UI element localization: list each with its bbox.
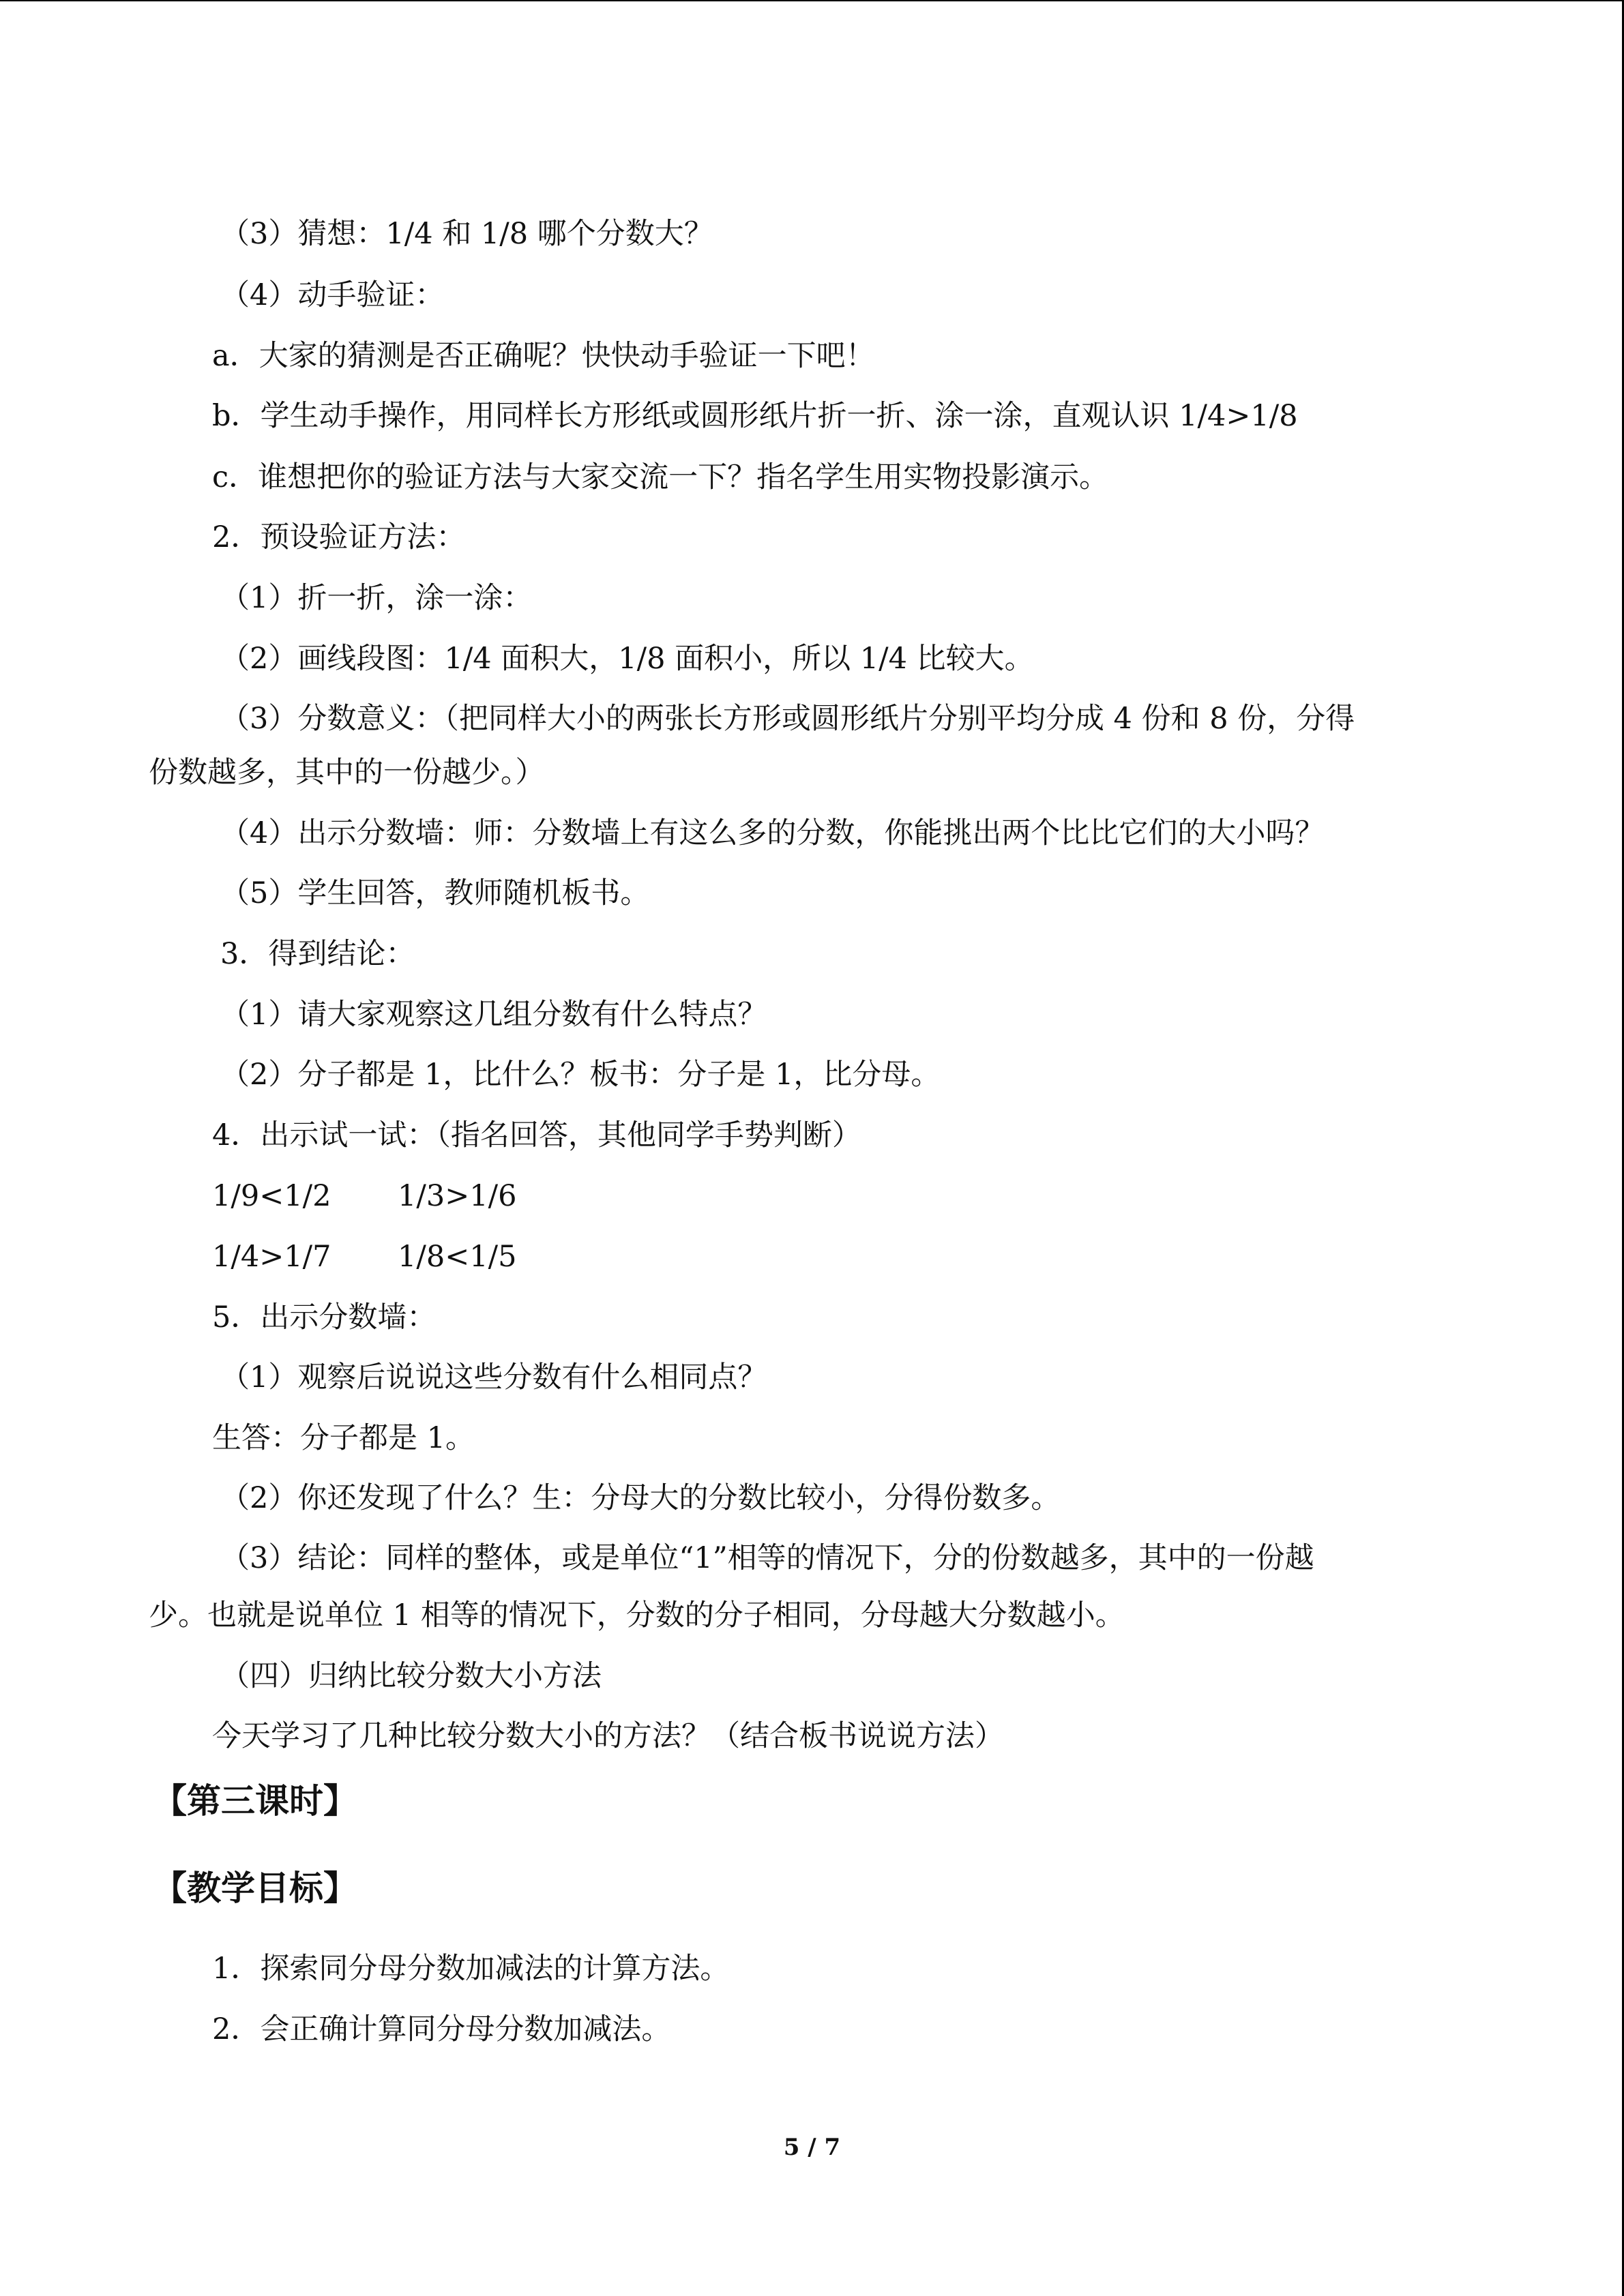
text-line: （2）你还发现了什么？生：分母大的分数比较小，分得份数多。	[220, 1481, 1061, 1515]
fraction-comparison: 1/9<1/2	[212, 1179, 331, 1213]
text-line: b．学生动手操作，用同样长方形纸或圆形纸片折一折、涂一涂，直观认识 1/4>1/8	[212, 399, 1298, 433]
text-line: a．大家的猜测是否正确呢？快快动手验证一下吧！	[212, 339, 875, 373]
text-line: 4．出示试一试：（指名回答，其他同学手势判断）	[212, 1118, 861, 1152]
fraction-comparison: 1/3>1/6	[398, 1179, 517, 1213]
text-line: （2）画线段图：1/4 面积大，1/8 面积小，所以 1/4 比较大。	[220, 642, 1034, 676]
text-line: （1）请大家观察这几组分数有什么特点？	[220, 998, 767, 1032]
text-line: 5．出示分数墙：	[212, 1300, 437, 1335]
text-line: 少。也就是说单位 1 相等的情况下，分数的分子相同，分母越大分数越小。	[149, 1598, 1125, 1632]
text-line: （4）动手验证：	[220, 278, 445, 312]
top-border	[0, 0, 1624, 1]
page-number: 5 / 7	[783, 2134, 841, 2161]
text-line: （3）结论：同样的整体，或是单位“1”相等的情况下，分的份数越多，其中的一份越	[220, 1541, 1314, 1575]
text-line: 2．预设验证方法：	[212, 520, 466, 554]
text-line: 3．得到结论：	[220, 937, 415, 971]
text-line: c．谁想把你的验证方法与大家交流一下？指名学生用实物投影演示。	[212, 460, 1109, 494]
text-line: （5）学生回答，教师随机板书。	[220, 876, 650, 910]
text-line: （1）折一折，涂一涂：	[220, 581, 533, 615]
text-line: （3）猜想：1/4 和 1/8 哪个分数大？	[220, 217, 713, 251]
fraction-comparison: 1/4>1/7	[212, 1240, 331, 1274]
text-line: （3）分数意义：（把同样大小的两张长方形或圆形纸片分别平均分成 4 份和 8 份，分得	[220, 702, 1355, 736]
text-line: （4）出示分数墙：师：分数墙上有这么多的分数，你能挑出两个比比它们的大小吗？	[220, 816, 1325, 850]
section-heading: 【第三课时】	[153, 1781, 357, 1821]
text-line: （1）观察后说说这些分数有什么相同点？	[220, 1360, 767, 1395]
text-line: 今天学习了几种比较分数大小的方法？（结合板书说说方法）	[212, 1719, 1004, 1753]
fraction-comparison: 1/8<1/5	[398, 1240, 517, 1274]
text-line: 生答：分子都是 1。	[212, 1421, 475, 1455]
text-line: 2．会正确计算同分母分数加减法。	[212, 2012, 671, 2046]
text-line: 1．探索同分母分数加减法的计算方法。	[212, 1952, 730, 1986]
text-line: 份数越多，其中的一份越少。）	[149, 756, 545, 790]
text-line: （四）归纳比较分数大小方法	[220, 1659, 602, 1693]
text-line: （2）分子都是 1，比什么？板书：分子是 1，比分母。	[220, 1058, 941, 1092]
section-heading: 【教学目标】	[153, 1868, 357, 1908]
